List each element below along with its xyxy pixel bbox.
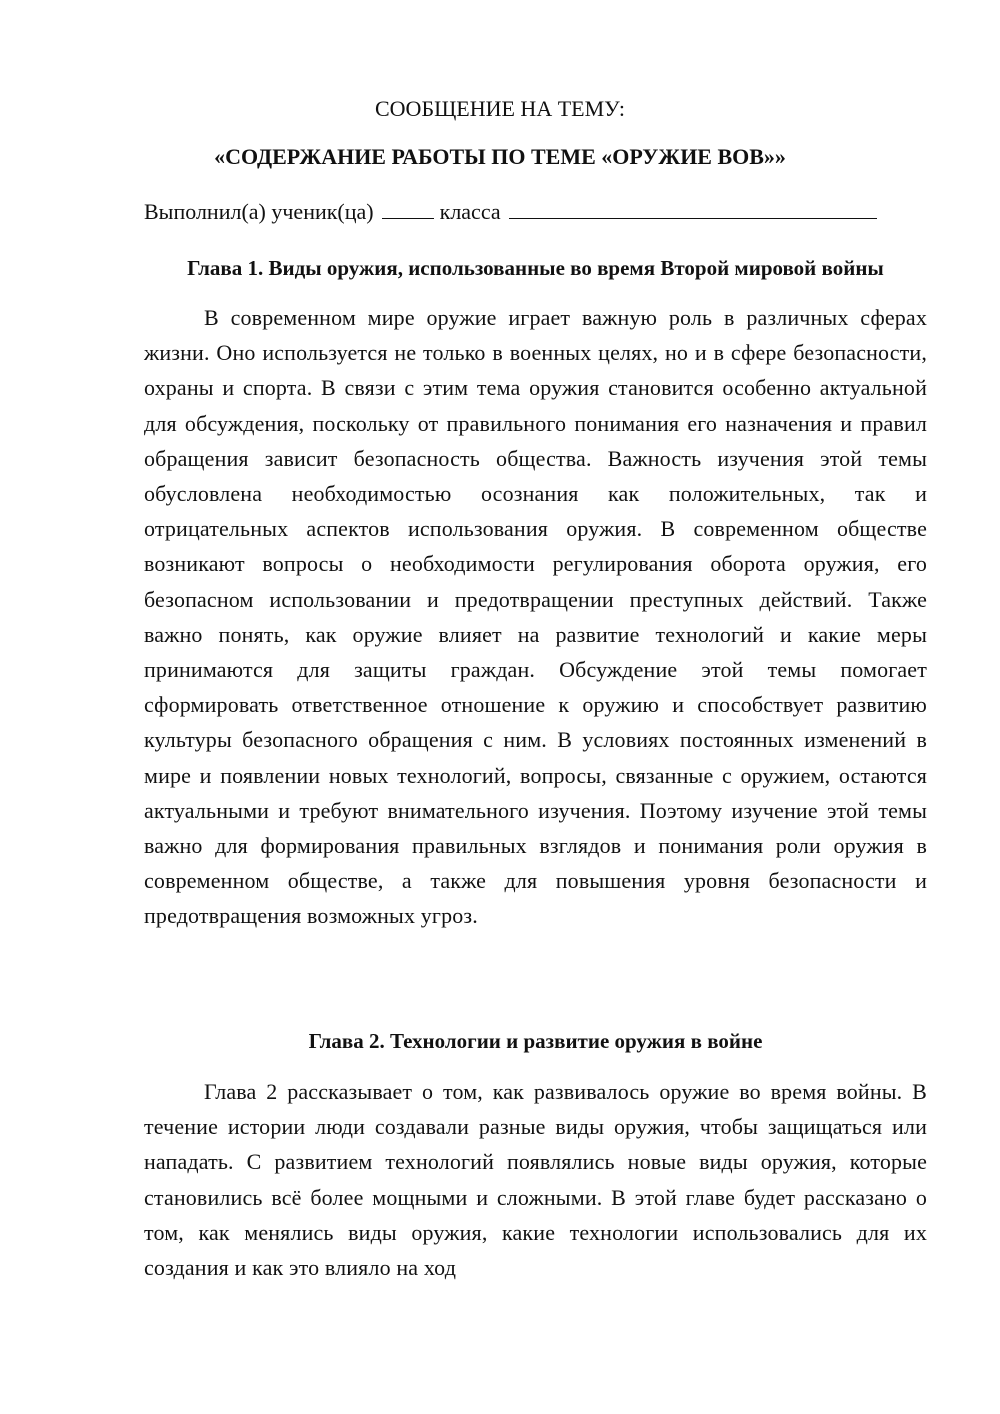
class-number-blank [382,198,434,219]
chapter-2-paragraph: Глава 2 рассказывает о том, как развивалось оружие во время войны. В течение истории люди создавали разные виды оружия, чтобы защищаться или нападать. С развитием технологий появлялись новые виды оружия, которые становились всё более мощными и сложными. В этой главе будет рассказано о том, как менялись виды оружия, какие технологии использовались для их создания и как это влияло на ход [144,1079,927,1281]
author-prefix-label: Выполнил(а) ученик(ца) [144,199,374,224]
chapter-2-heading: Глава 2. Технологии и развитие оружия в войне [308,1029,763,1053]
document-title-line-2: «СОДЕРЖАНИЕ РАБОТЫ ПО ТЕМЕ «ОРУЖИЕ ВОВ»» [214,144,786,169]
chapter-1-paragraph: В современном мире оружие играет важную роль в различных сферах жизни. Оно используется не только в военных целях, но и в сфере безопасности, охраны и спорта. В связи с этим тема оружия становится особенно актуальной для обсуждения, поскольку от правильного понимания его назначения и правил обращения зависит безопасность общества. Важность изучения этой темы обусловлена необходимостью осознания как положительных, так и отрицательных аспектов использования оружия. В современном обществе возникают вопросы о необходимости регулирования оборота оружия, его безопасном использовании и предотвращении преступных действий. Также важно понять, как оружие влияет на развитие технологий и какие меры принимаются для защиты граждан. Обсуждение этой темы помогает сформировать ответственное отношение к оружию и способствует развитию культуры безопасного обращения с ним. В условиях постоянных изменений в мире и появлении новых технологий, вопросы, связанные с оружием, остаются актуальными и требуют внимательного изучения. Поэтому изучение этой темы важно для формирования правильных взглядов и понимания роли оружия в современном обществе, а также для повышения уровня безопасности и предотвращения возможных угроз. [144,305,927,929]
chapter-1-heading: Глава 1. Виды оружия, использованные во время Второй мировой войны [187,256,884,280]
document-title-line-1: СООБЩЕНИЕ НА ТЕМУ: [375,96,625,121]
author-class-label: класса [439,199,501,224]
author-name-blank [509,198,877,219]
author-line [144,197,934,227]
